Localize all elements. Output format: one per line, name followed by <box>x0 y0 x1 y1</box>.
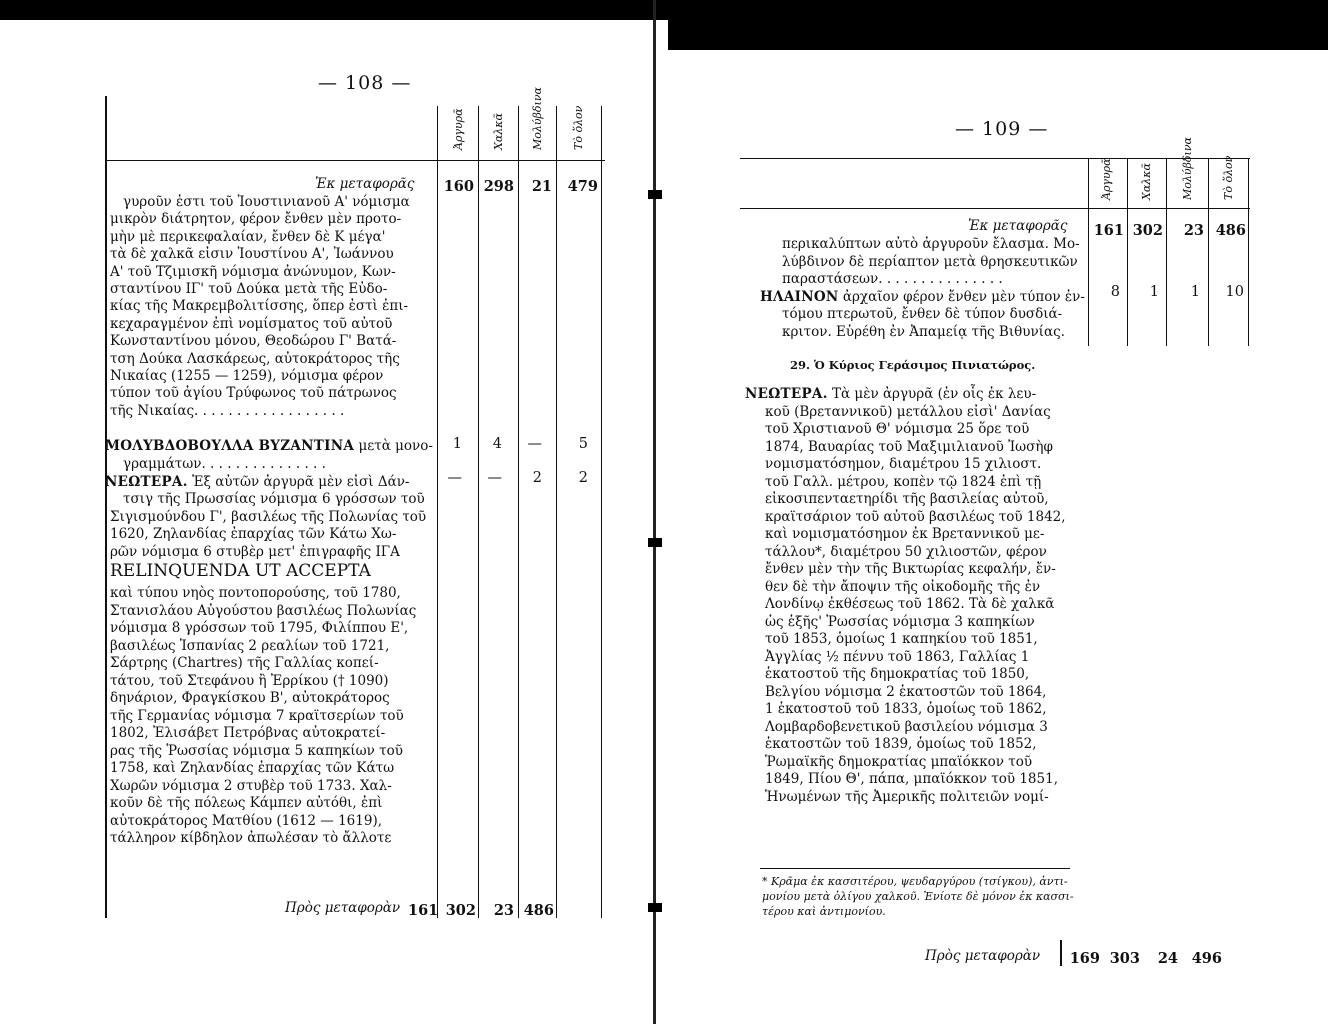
text-line: ὡς ἑξῆς' Ῥωσσίας νόμισμα 3 καπηκίων <box>765 614 1035 630</box>
text-line: καὶ νομισματόσημον ἐκ Βρεταννικοῦ με- <box>765 526 1045 542</box>
carry-out-total: 496 <box>1191 950 1222 967</box>
carry-out-total: 486 <box>523 902 554 919</box>
row-value-lead: — <box>527 436 542 452</box>
column-rule <box>601 106 602 918</box>
column-rule <box>478 106 479 918</box>
carry-in-silver: 161 <box>1093 222 1124 239</box>
text-line: 1849, Πίου Θ', πάπα, μπαϊόκκον τοῦ 1851, <box>765 771 1058 787</box>
text-line: 1874, Βαυαρίας τοῦ Μαξιμιλιανοῦ Ἰωσὴφ <box>765 439 1053 455</box>
text-line: κίας τῆς Μακρεμβολιτίσσης, ὅπερ ἐστὶ ἐπι- <box>110 298 409 314</box>
row-value-copper: — <box>487 470 502 486</box>
page-number: — 109 — <box>955 118 1049 140</box>
text-line: αὐτοκράτορος Ματθίου (1612 — 1619), <box>110 813 382 829</box>
text-line: 1620, Ζηλανδίας ἐπαρχίας τῶν Κάτω Χω- <box>110 526 397 542</box>
text-line: Ἡνωμένων τῆς Ἀμερικῆς πολιτειῶν νομί- <box>765 789 1049 805</box>
text-line: τάτου, τοῦ Στεφάνου ἢ Ἐρρίκου († 1090) <box>110 673 389 689</box>
text-line: κεχαραγμένον ἐπὶ νομίσματος τοῦ αὐτοῦ <box>110 316 393 332</box>
section-heading: ΝΕΩΤΕΡΑ. <box>105 474 188 490</box>
text-line: Βελγίου νόμισμα 2 ἑκατοστῶν τοῦ 1864, <box>765 684 1047 700</box>
row-value-total: 5 <box>578 436 588 452</box>
row-value-total: 10 <box>1225 284 1244 300</box>
column-header-copper: Χαλκᾶ <box>492 113 505 150</box>
section-heading: ΝΕΩΤΕΡΑ. <box>745 386 828 402</box>
text-line: τοῦ Χριστιανοῦ Θ' νόμισμα 25 ὅρε τοῦ <box>765 421 1030 437</box>
row-value-copper: 4 <box>492 436 502 452</box>
carry-in-copper: 302 <box>1132 222 1163 239</box>
text-line: τοῦ Γαλλ. μέτρου, κοπὲν τῷ 1824 ἐπὶ τῇ <box>765 474 1042 490</box>
text-line: κραϊτσάριον τοῦ αὐτοῦ βασιλέως τοῦ 1842, <box>765 509 1066 525</box>
text-line: καὶ τύπου νηὸς ποντοπορούσης, τοῦ 1780, <box>110 585 401 601</box>
text-line: Ἐξ αὐτῶν ἀργυρᾶ μὲν εἰσὶ Δάν- <box>187 474 410 490</box>
column-rule <box>1248 158 1249 346</box>
text-line: δηνάριον, Φραγκίσκου Β', αὐτοκράτορος <box>110 690 390 706</box>
text-line: 1 ἑκατοστοῦ τοῦ 1833, ὁμοίως τοῦ 1862, <box>765 701 1047 717</box>
text-line: παραστάσεων. . . . . . . . . . . . . . . <box>782 271 1003 287</box>
text-line: Α' τοῦ Τζιμισκῆ νόμισμα ἀνώνυμον, Κων- <box>110 264 396 280</box>
scan-top-border-right <box>668 0 1328 50</box>
text-line: κοῦν δὲ τῆς πόλεως Κάμπεν αὐτόθι, ἐπὶ <box>110 795 383 811</box>
text-line: περικαλύπτων αὐτὸ ἀργυροῦν ἔλασμα. Μο- <box>782 236 1080 252</box>
text-line: νόμισμα 8 γρόσσων τοῦ 1795, Φιλίππου Ε', <box>110 620 409 636</box>
text-line: ἔνθεν μὲν τὴν τῆς Βικτωρίας κεφαλήν, ἔν- <box>765 561 1056 577</box>
carry-out-label: Πρὸς μεταφορὰν <box>285 900 401 916</box>
carry-out-silver: 161 <box>408 902 439 919</box>
carry-out-label: Πρὸς μεταφορὰν <box>925 948 1041 964</box>
text-line: 1758, καὶ Ζηλανδίας ἐπαρχίας τῶν Κάτω <box>110 760 395 776</box>
text-line: τὰ δὲ χαλκᾶ εἰσιν Ἰουστίνου Α', Ἰωάννου <box>110 246 394 262</box>
footnote-rule <box>760 868 1070 869</box>
column-header-copper: Χαλκᾶ <box>1140 163 1153 200</box>
page-gutter <box>653 0 656 1024</box>
binding-mark <box>648 190 662 199</box>
column-header-lead: Μολύβδινα <box>531 87 544 150</box>
text-line: Σάρτρης (Chartres) τῆς Γαλλίας κοπεί- <box>110 655 379 671</box>
column-header-lead: Μολύβδινα <box>1181 137 1194 200</box>
section-heading: ΜΟΛΥΒΔΟΒΟΥΛΛΑ ΒΥΖΑΝΤΙΝΑ <box>105 438 355 454</box>
column-rule <box>518 106 519 918</box>
heading-line <box>745 386 1036 403</box>
table-left-border <box>1060 940 1062 966</box>
carry-in-label: Ἐκ μεταφορᾶς <box>315 176 415 192</box>
text-line: λύβδινον δὲ περίαπτον μετὰ θρησκευτικῶν <box>782 254 1078 270</box>
row-value-silver: 8 <box>1110 284 1120 300</box>
carry-in-lead: 23 <box>1183 222 1204 239</box>
carry-in-label: Ἐκ μεταφορᾶς <box>968 218 1068 234</box>
table-header-top-rule <box>740 158 1250 159</box>
text-line: νομισματόσημον, διαμέτρου 15 χιλιοστ. <box>765 456 1042 472</box>
heading-line <box>105 438 433 455</box>
carry-in-total: 479 <box>567 178 598 195</box>
text-line: τση Δούκα Λασκάρεως, αὐτοκράτορος τῆς <box>110 351 400 367</box>
column-rule <box>1208 158 1209 346</box>
row-value-lead: 1 <box>1190 284 1200 300</box>
text-line: γραμμάτων. . . . . . . . . . . . . . . <box>123 456 326 472</box>
column-rule <box>437 106 438 918</box>
column-header-silver: Ἀργυρᾶ <box>452 108 465 150</box>
text-line: Σιγισμούνδου Γ', βασιλέως τῆς Πολωνίας τοῦ <box>110 509 427 525</box>
text-line: τσιγ τῆς Πρωσσίας νόμισμα 6 γρόσσων τοῦ <box>123 491 425 507</box>
table-header-rule <box>740 208 1250 209</box>
carry-in-lead: 21 <box>531 178 552 195</box>
footnote-line: μονίου μετὰ ὀλίγου χαλκοῦ. Ἐνίοτε δὲ μόνον ἐκ κασσι- <box>762 890 1074 903</box>
row-value-copper: 1 <box>1149 284 1159 300</box>
text-line: ἑκατοστοῦ τῆς δημοκρατίας τοῦ 1850, <box>765 666 1030 682</box>
binding-mark <box>648 903 662 912</box>
carry-out-lead: 23 <box>493 902 514 919</box>
text-line: ρῶν νόμισμα 6 στυβὲρ μετ' ἐπιγραφῆς ΙΓΑ <box>110 544 400 560</box>
text-line: γυροῦν ἐστι τοῦ Ἰουστινιανοῦ Α' νόμισμα <box>123 194 410 210</box>
column-rule <box>1166 158 1167 346</box>
text-line: τόμου πτερωτοῦ, ἔνθεν δὲ τύπον δυσδιά- <box>782 306 1063 322</box>
column-rule <box>556 106 557 918</box>
text-line-latin: RELINQUENDA UT ACCEPTA <box>110 561 371 581</box>
column-rule <box>1127 158 1128 346</box>
carry-in-total: 486 <box>1215 222 1246 239</box>
text-line: τοῦ 1853, ὁμοίως 1 καπηκίου τοῦ 1851, <box>765 631 1038 647</box>
text-line: ἀρχαῖον φέρον ἔνθεν μὲν τύπον ἐν- <box>838 289 1085 305</box>
donor-heading: 29. Ὁ Κύριος Γεράσιμος Πινιατώρος. <box>790 358 1036 372</box>
binding-mark <box>648 538 662 547</box>
text-line: ἑκατοστῶν τοῦ 1839, ὁμοίως τοῦ 1852, <box>765 736 1037 752</box>
text-line: μικρὸν διάτρητον, φέρον ἔνθεν μὲν προτο- <box>110 211 402 227</box>
text-line: τῆς Γερμανίας νόμισμα 7 κραϊτσερίων τοῦ <box>110 708 404 724</box>
carry-in-copper: 298 <box>483 178 514 195</box>
text-line: θεν δὲ τὴν ἄποψιν τῆς οἰκοδομῆς τῆς ἐν <box>765 579 1041 595</box>
heading-line <box>760 289 1085 306</box>
text-line: Τὰ μὲν ἀργυρᾶ (ἐν οἷς ἐκ λευ- <box>827 386 1037 402</box>
text-line: τάλληρον κίβδηλον ἀπωλέσαν τὸ ἄλλοτε <box>110 830 392 846</box>
row-value-total: 2 <box>578 470 588 486</box>
text-line: Στανισλάου Αὐγούστου βασιλέως Πολωνίας <box>110 603 417 619</box>
row-value-silver: — <box>447 470 462 486</box>
row-value-lead: 2 <box>532 470 542 486</box>
table-left-border <box>105 96 107 918</box>
text-line: Κωνσταντίνου μόνου, Θεοδώρου Γ' Βατά- <box>110 333 397 349</box>
carry-in-silver: 160 <box>443 178 474 195</box>
text-line: Χωρῶν νόμισμα 2 στυβὲρ τοῦ 1733. Χαλ- <box>110 778 392 794</box>
text-line: Ῥωμαϊκῆς δημοκρατίας μπαϊόκκον τοῦ <box>765 754 1033 770</box>
carry-out-silver: 169 <box>1069 950 1100 967</box>
column-header-silver: Ἀργυρᾶ <box>1100 158 1113 200</box>
footnote-line: τέρου καὶ ἀντιμονίου. <box>762 905 886 918</box>
footnote-line: * Κρᾶμα ἐκ κασσιτέρου, ψευδαργύρου (τσίγκου), ἀντι- <box>762 875 1068 888</box>
text-line: Νικαίας (1255 — 1259), νόμισμα φέρον <box>110 368 384 384</box>
text-line: Λομβαρδοβενετικοῦ βασιλείου νόμισμα 3 <box>765 719 1048 735</box>
carry-out-lead: 24 <box>1157 950 1178 967</box>
section-heading: ΗΛΑΙΝΟΝ <box>760 289 839 305</box>
text-line: σταντίνου ΙΓ' τοῦ Δούκα μετὰ τῆς Εὐδο- <box>110 281 388 297</box>
text-line: Λονδίνῳ ἐκθέσεως τοῦ 1862. Τὰ δὲ χαλκᾶ <box>765 596 1055 612</box>
text-line: μὴν μὲ περικεφαλαίαν, ἔνθεν δὲ Κ μέγα' <box>110 229 386 245</box>
text-line: ρας τῆς Ῥωσσίας νόμισμα 5 καπηκίων τοῦ <box>110 743 403 759</box>
text-line: 1802, Ἐλισάβετ Πετρόβνας αὐτοκρατεί- <box>110 725 386 741</box>
text-line: τύπον τοῦ ἁγίου Τρύφωνος τοῦ πάτρωνος <box>110 385 397 401</box>
text-line: μετὰ μονο- <box>354 438 433 454</box>
text-line: βασιλέως Ἱσπανίας 2 ρεαλίων τοῦ 1721, <box>110 638 390 654</box>
page-number: — 108 — <box>318 72 412 94</box>
text-line: κριτον. Εὑρέθη ἐν Ἀπαμείᾳ τῆς Βιθυνίας. <box>782 324 1065 340</box>
heading-line <box>105 474 409 491</box>
carry-out-copper: 302 <box>445 902 476 919</box>
column-rule <box>1088 158 1089 346</box>
row-value-silver: 1 <box>452 436 462 452</box>
text-line: Ἀγγλίας ½ πέννυ τοῦ 1863, Γαλλίας 1 <box>765 649 1030 665</box>
column-header-total: Τὸ ὅλον <box>572 105 585 150</box>
text-line: τῆς Νικαίας. . . . . . . . . . . . . . . . . . <box>110 403 345 419</box>
column-header-total: Τὸ ὅλον <box>1222 155 1235 200</box>
carry-out-copper: 303 <box>1109 950 1140 967</box>
text-line: κοῦ (Βρεταννικοῦ) μετάλλου εἰσὶ' Δανίας <box>765 404 1051 420</box>
text-line: τάλλου*, διαμέτρου 50 χιλιοστῶν, φέρον <box>765 544 1047 560</box>
text-line: εἰκοσιπενταετηρίδι τῆς βασιλείας αὐτοῦ, <box>765 491 1049 507</box>
table-header-rule <box>105 160 605 161</box>
